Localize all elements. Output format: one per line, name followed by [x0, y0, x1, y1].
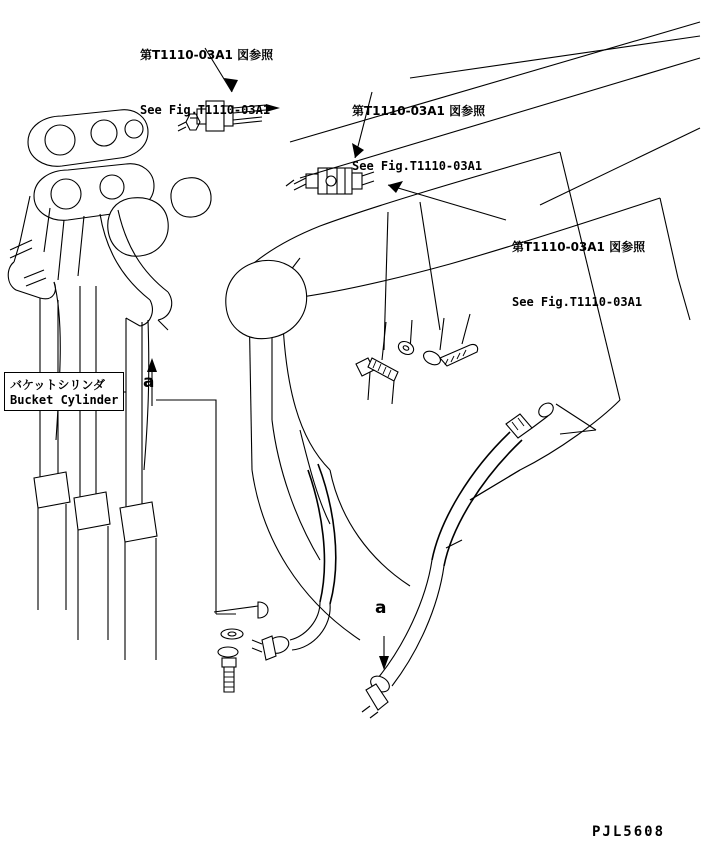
bucket-cylinder-en: Bucket Cylinder	[10, 393, 119, 407]
callout-a-lower: a	[375, 598, 387, 618]
callout-a-upper: a	[143, 372, 155, 392]
ref-top-right-label	[352, 64, 485, 214]
ref-top-right-en: See Fig.T1110-03A1	[352, 159, 483, 173]
bucket-cylinder-jp: バケットシリンダ	[10, 378, 105, 392]
hardware-group-middle	[356, 314, 478, 404]
hardware-group-bottom-left	[214, 602, 268, 692]
callout-link-line	[156, 400, 236, 614]
ref-right-en: See Fig.T1110-03A1	[512, 295, 643, 309]
ref-right-jp: 第T1110-03A1 図参照	[512, 240, 646, 254]
bucket-cylinder-label	[4, 372, 124, 411]
ref-top-left-jp: 第T1110-03A1 図参照	[140, 48, 274, 62]
misc-detail-lines	[300, 430, 596, 548]
ref-right-label	[512, 200, 645, 350]
ref-top-left-en: See Fig.T1110-03A1	[140, 103, 271, 117]
ref-top-left-label	[140, 8, 273, 158]
part-number: PJL5608	[592, 824, 666, 840]
hose-right	[362, 400, 596, 718]
ref-top-right-jp: 第T1110-03A1 図参照	[352, 104, 486, 118]
